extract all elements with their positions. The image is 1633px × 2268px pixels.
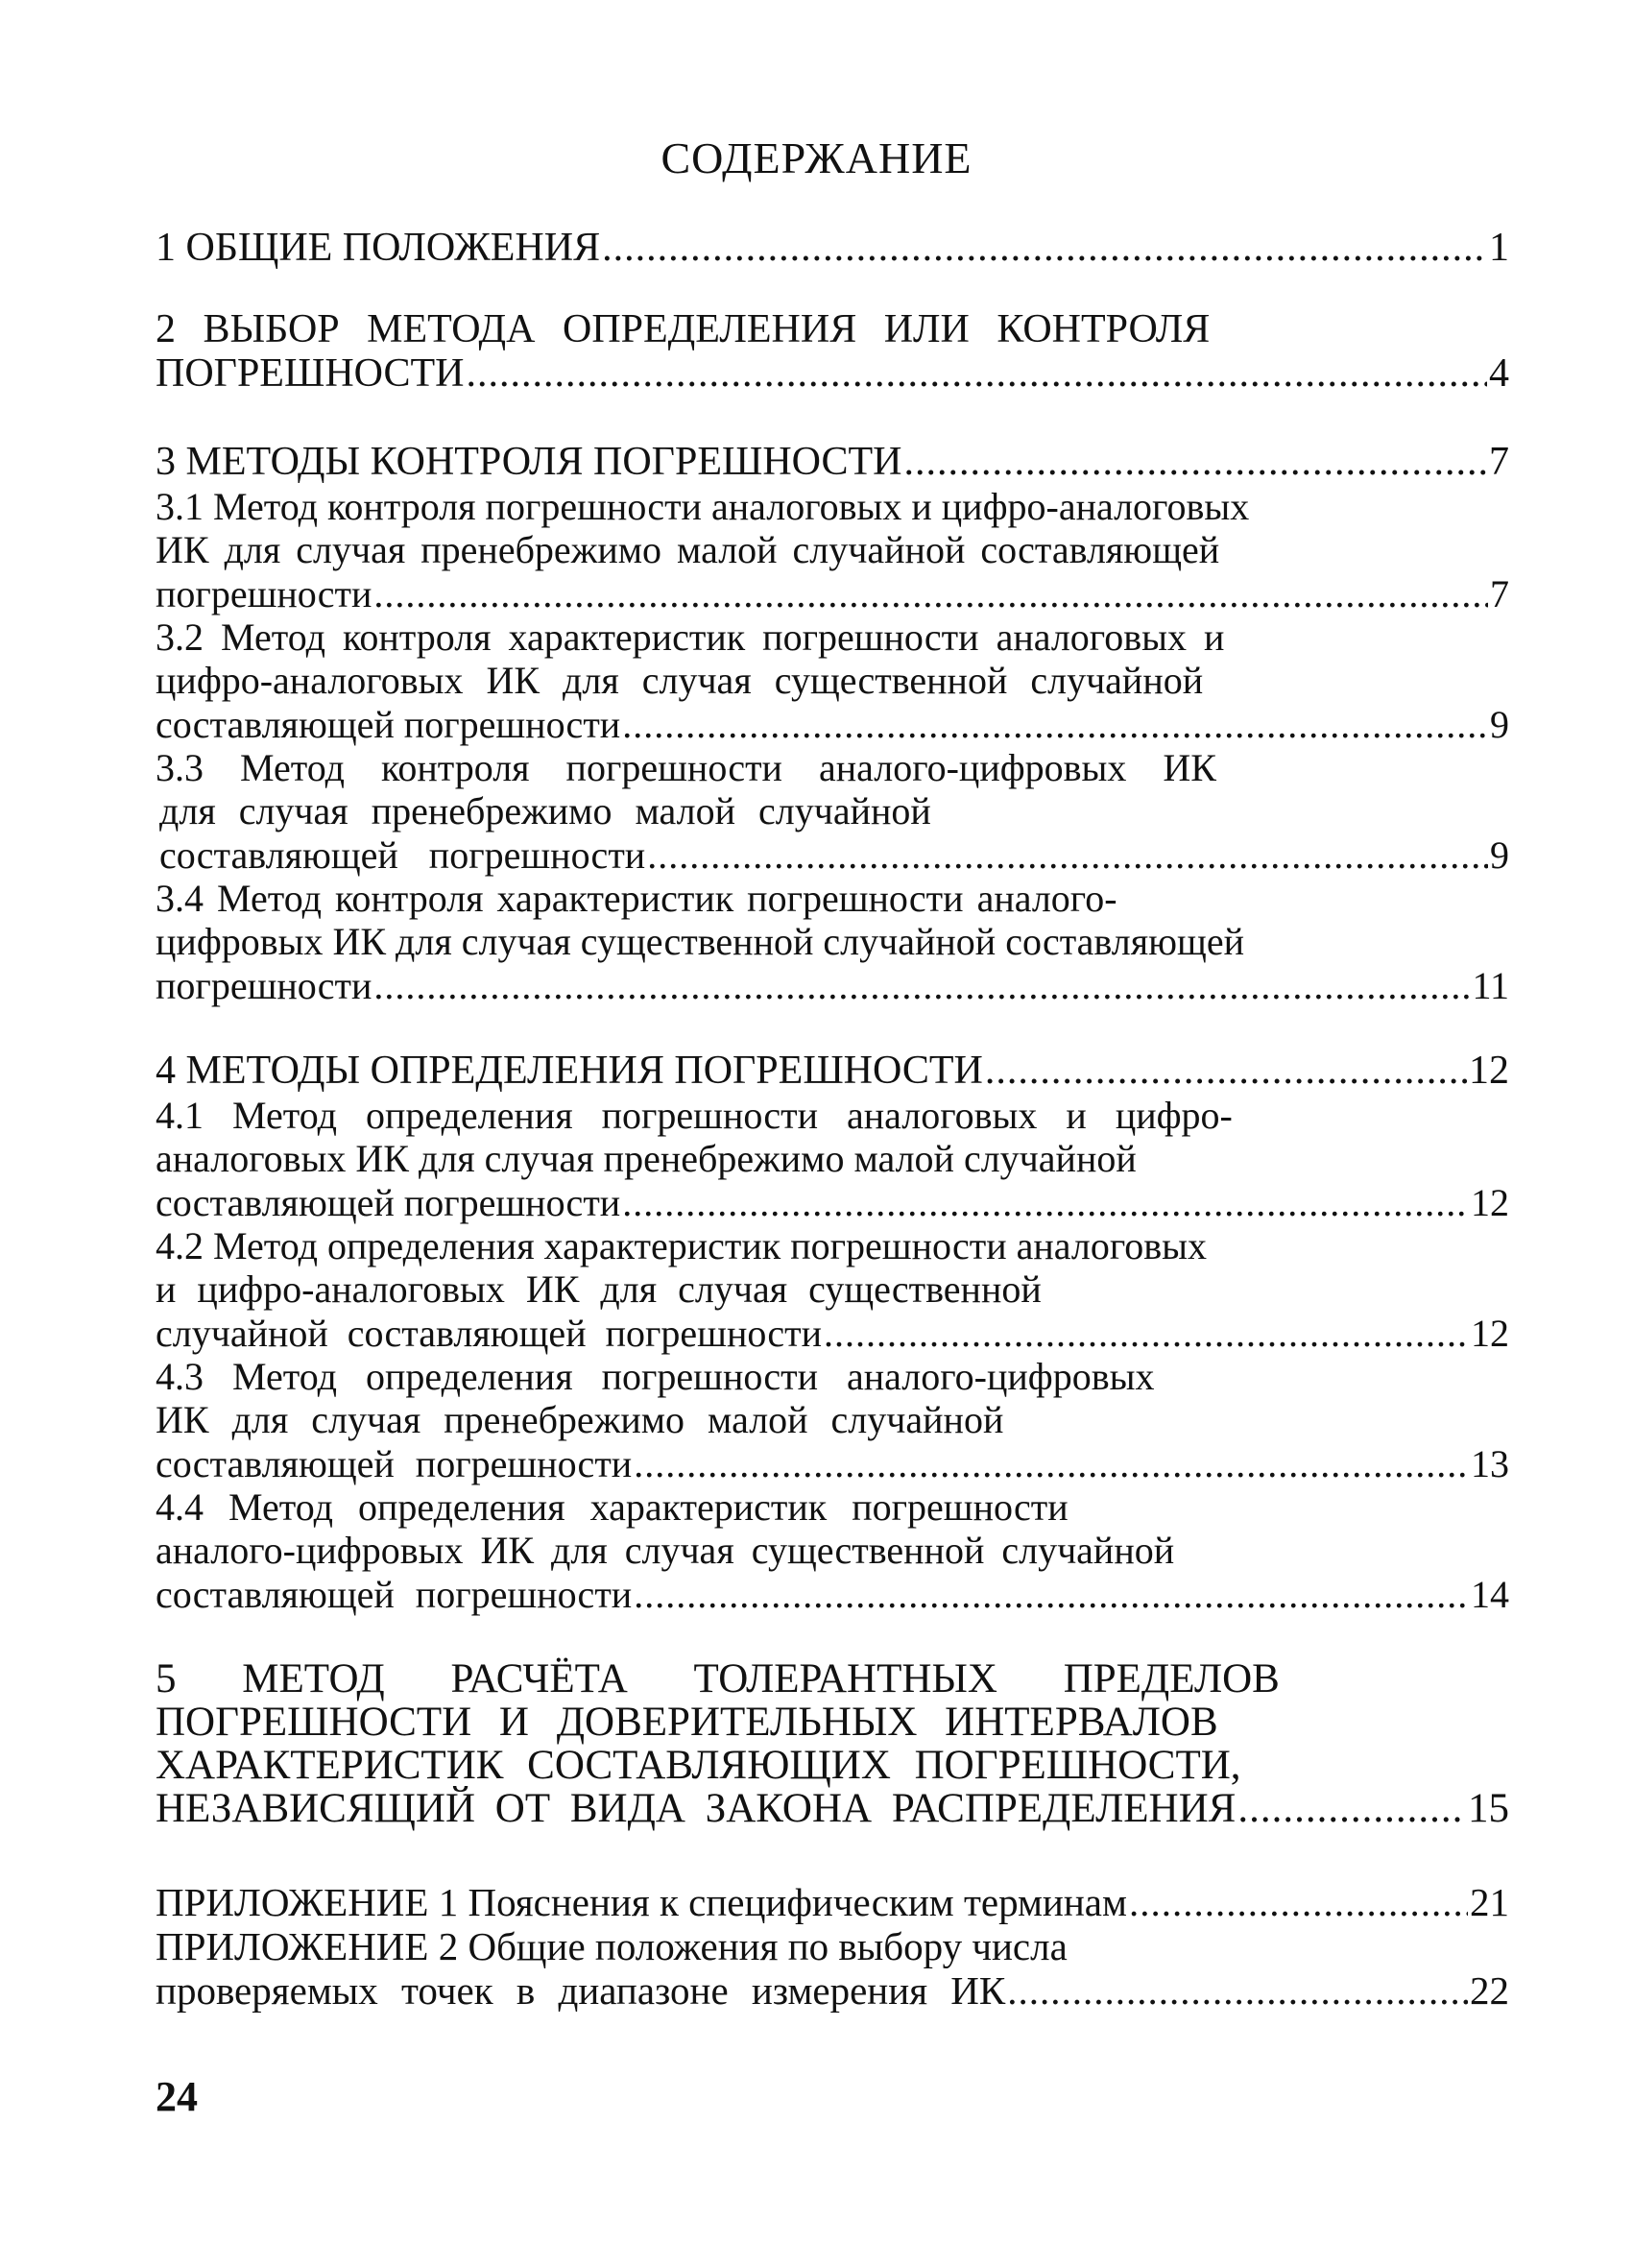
toc-entry-4-1-line-3 xyxy=(156,1181,1509,1225)
toc-entry-3-2-line-3 xyxy=(156,703,1509,747)
toc-page-number: 12 xyxy=(1471,1181,1509,1224)
toc-entry-4-3-line-1 xyxy=(156,1355,1373,1399)
toc-page-number: 12 xyxy=(1471,1312,1509,1355)
page-title: СОДЕРЖАНИЕ xyxy=(660,133,973,182)
toc-entry-text: 3.1 Метод контроля погрешности аналоговых и цифро-аналоговых xyxy=(156,485,1250,528)
toc-entry-3-1-line-1 xyxy=(156,485,1373,529)
toc-page-number: 21 xyxy=(1470,1880,1509,1924)
toc-entry-text: ПРИЛОЖЕНИЕ 1 Пояснения к специфическим терминам xyxy=(156,1880,1127,1924)
toc-entry-2-line-2 xyxy=(156,351,1509,396)
toc-page-number: 14 xyxy=(1471,1573,1509,1616)
toc-leader-dots xyxy=(622,703,1488,747)
toc-entry-4 xyxy=(156,1049,1509,1093)
toc-leader-dots xyxy=(373,964,1470,1008)
toc-entry-3 xyxy=(156,440,1509,484)
toc-entry-text: 2 ВЫБОР МЕТОДА ОПРЕДЕЛЕНИЯ ИЛИ КОНТРОЛЯ xyxy=(156,307,1211,351)
toc-entry-text: 4.2 Метод определения характеристик погрешности аналоговых xyxy=(156,1224,1208,1267)
toc-entry-text: составляющей погрешности xyxy=(156,703,621,746)
toc-entry-text: 3.2 Метод контроля характеристик погрешности аналоговых и xyxy=(156,615,1225,659)
toc-entry-3-1-line-3 xyxy=(156,572,1509,616)
toc-entry-text: цифровых ИК для случая существенной случайной составляющей xyxy=(156,920,1244,963)
toc-entry-4-4-line-2 xyxy=(156,1529,1373,1573)
toc-entry-text: проверяемых точек в диапазоне измерения ИК xyxy=(156,1968,1006,2013)
toc-leader-dots xyxy=(467,351,1487,396)
toc-entry-text: 4.1 Метод определения погрешности аналоговых и цифро- xyxy=(156,1094,1233,1137)
toc-entry-text: составляющей погрешности xyxy=(156,1181,621,1224)
toc-entry-text: составляющей погрешности xyxy=(156,1573,633,1616)
toc-page-number: 22 xyxy=(1470,1968,1509,2013)
toc-entry-4-1-line-2 xyxy=(156,1137,1373,1181)
toc-entry-text: случайной составляющей погрешности xyxy=(156,1312,823,1355)
toc-entry-4-3-line-3 xyxy=(156,1442,1509,1486)
toc-leader-dots xyxy=(1007,1968,1468,2013)
toc-leader-dots xyxy=(602,226,1487,270)
toc-entry-text: составляющей погрешности xyxy=(156,1442,633,1485)
toc-entry-text: аналого-цифровых ИК для случая существенной случайной xyxy=(156,1529,1175,1572)
toc-entry-text: ПОГРЕШНОСТИ И ДОВЕРИТЕЛЬНЫХ ИНТЕРВАЛОВ xyxy=(156,1700,1218,1745)
toc-leader-dots xyxy=(1237,1787,1466,1831)
toc-entry-3-4-line-1 xyxy=(156,877,1373,921)
toc-entry-4-4-line-3 xyxy=(156,1573,1509,1617)
toc-page-number: 7 xyxy=(1489,440,1509,484)
page-number: 24 xyxy=(156,2073,198,2120)
toc-entry-text: 4.4 Метод определения характеристик погрешности xyxy=(156,1485,1069,1529)
toc-appendix-2-line-1 xyxy=(156,1924,1373,1968)
toc-entry-3-3-line-1 xyxy=(156,746,1394,790)
toc-entry-text: НЕЗАВИСЯЩИЙ ОТ ВИДА ЗАКОНА РАСПРЕДЕЛЕНИЯ xyxy=(156,1786,1237,1831)
toc-entry-text: ИК для случая пренебрежимо малой случайной xyxy=(156,1398,1004,1441)
toc-page-number: 11 xyxy=(1472,964,1509,1007)
toc-page-number: 7 xyxy=(1490,572,1509,615)
toc-leader-dots xyxy=(1129,1880,1468,1924)
toc-entry-text: 4 МЕТОДЫ ОПРЕДЕЛЕНИЯ ПОГРЕШНОСТИ xyxy=(156,1049,983,1093)
toc-entry-3-3-line-3 xyxy=(159,833,1509,878)
toc-entry-text: 5 МЕТОД РАСЧЁТА ТОЛЕРАНТНЫХ ПРЕДЕЛОВ xyxy=(156,1656,1280,1701)
toc-entry-4-2-line-3 xyxy=(156,1312,1509,1356)
toc-entry-3-4-line-2 xyxy=(156,920,1373,964)
toc-entry-text: 3.4 Метод контроля характеристик погрешности аналого- xyxy=(156,877,1117,920)
toc-entry-3-2-line-2 xyxy=(156,659,1373,703)
toc-entry-3-1-line-2 xyxy=(156,528,1373,572)
toc-entry-4-3-line-2 xyxy=(156,1398,1373,1442)
toc-leader-dots xyxy=(985,1049,1467,1093)
toc-entry-5-line-3 xyxy=(156,1744,1329,1788)
toc-entry-text: цифро-аналоговых ИК для случая существенной случайной xyxy=(156,659,1204,702)
toc-page-number: 12 xyxy=(1469,1049,1509,1093)
toc-page-number: 15 xyxy=(1468,1786,1509,1831)
toc-entry-text: погрешности xyxy=(156,964,372,1007)
toc-entry-text: ПОГРЕШНОСТИ xyxy=(156,351,465,396)
toc-leader-dots xyxy=(634,1573,1469,1617)
toc-entry-text: для случая пренебрежимо малой случайной xyxy=(159,789,931,832)
toc-entry-3-4-line-3 xyxy=(156,964,1509,1008)
toc-entry-5-line-4 xyxy=(156,1787,1509,1831)
toc-page-number: 9 xyxy=(1490,703,1509,746)
toc-page-number: 13 xyxy=(1471,1442,1509,1485)
toc-entry-text: 3 МЕТОДЫ КОНТРОЛЯ ПОГРЕШНОСТИ xyxy=(156,440,902,484)
toc-entry-text: 3.3 Метод контроля погрешности аналого-цифровых ИК xyxy=(156,746,1216,789)
toc-entry-4-2-line-2 xyxy=(156,1267,1373,1312)
toc-entry-text: погрешности xyxy=(156,572,372,615)
toc-entry-text: 1 ОБЩИЕ ПОЛОЖЕНИЯ xyxy=(156,226,601,270)
toc-entry-text: и цифро-аналоговых ИК для случая существенной xyxy=(156,1267,1042,1311)
toc-leader-dots xyxy=(647,833,1488,878)
toc-appendix-2-line-2 xyxy=(156,1968,1509,2013)
toc-entry-3-3-line-2 xyxy=(159,789,1377,833)
toc-appendix-1 xyxy=(156,1880,1509,1924)
toc-page-number: 4 xyxy=(1489,351,1509,396)
toc-leader-dots xyxy=(824,1312,1469,1356)
toc-entry-5-line-1 xyxy=(156,1657,1329,1701)
toc-leader-dots xyxy=(904,440,1487,484)
toc-entry-1 xyxy=(156,226,1509,270)
toc-entry-text: аналоговых ИК для случая пренебрежимо малой случайной xyxy=(156,1137,1137,1180)
toc-entry-text: составляющей погрешности xyxy=(159,833,646,877)
toc-page-number: 1 xyxy=(1489,226,1509,270)
toc-leader-dots xyxy=(373,572,1488,616)
toc-entry-2-line-1 xyxy=(156,307,1361,351)
toc-entry-4-1-line-1 xyxy=(156,1094,1373,1138)
toc-entry-4-4-line-1 xyxy=(156,1485,1373,1530)
toc-page-number: 9 xyxy=(1490,833,1509,877)
toc-entry-3-2-line-1 xyxy=(156,615,1373,660)
toc-entry-4-2-line-1 xyxy=(156,1224,1373,1268)
toc-entry-5-line-2 xyxy=(156,1701,1329,1745)
toc-entry-text: 4.3 Метод определения погрешности аналого-цифровых xyxy=(156,1355,1155,1398)
toc-leader-dots xyxy=(634,1442,1469,1486)
toc-entry-text: ХАРАКТЕРИСТИК СОСТАВЛЯЮЩИХ ПОГРЕШНОСТИ, xyxy=(156,1743,1241,1788)
toc-leader-dots xyxy=(622,1181,1469,1225)
toc-entry-text: ИК для случая пренебрежимо малой случайной составляющей xyxy=(156,528,1220,571)
toc-entry-text: ПРИЛОЖЕНИЕ 2 Общие положения по выбору числа xyxy=(156,1924,1068,1968)
